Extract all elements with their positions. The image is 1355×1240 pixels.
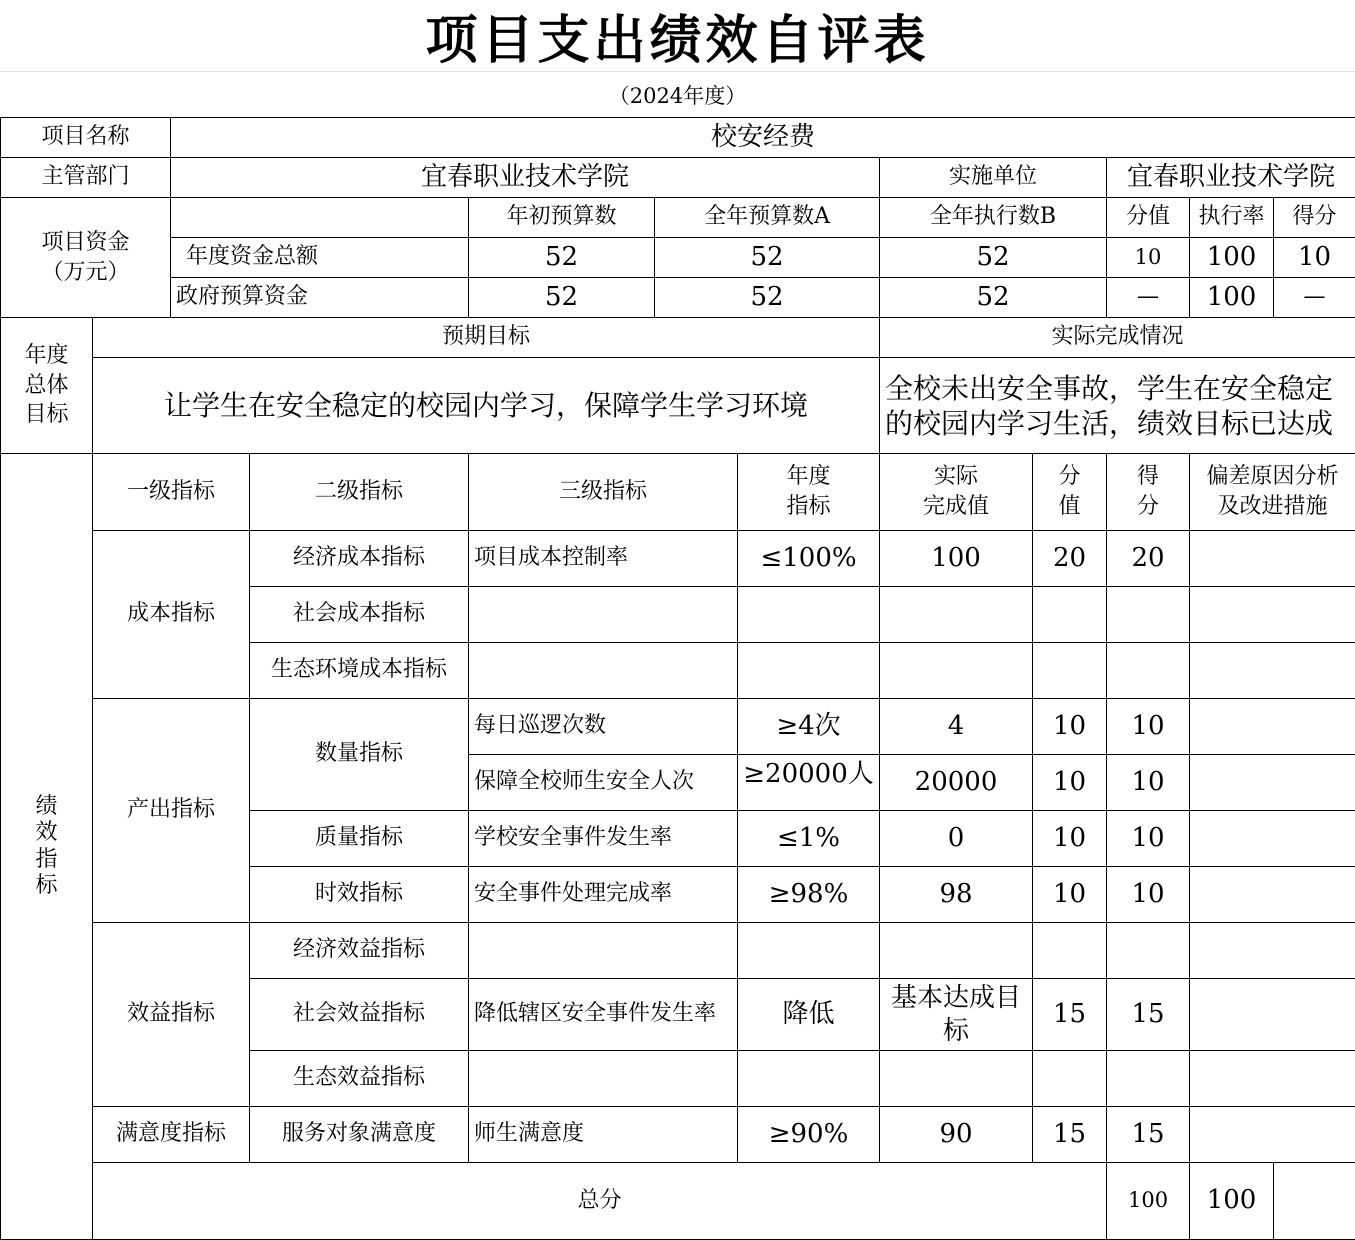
funds-total-row: [1, 238, 1355, 278]
level1-satisfaction: 满意度指标: [93, 1107, 250, 1163]
score-cell: 20: [1107, 531, 1190, 587]
total-row: [1, 1163, 1355, 1240]
value-cell: [1033, 587, 1107, 643]
funds-total-initial: 52: [469, 238, 655, 278]
deviation-cell: [1190, 643, 1355, 699]
goals-label-line3: 目标: [4, 400, 89, 430]
funds-gov-executed: 52: [880, 278, 1107, 318]
level2-cell: 生态环境成本指标: [250, 643, 469, 699]
funds-header-rate: 执行率: [1190, 198, 1274, 238]
page-title: 项目支出绩效自评表: [0, 0, 1355, 72]
annual-target-cell: ≥20000人: [738, 755, 880, 811]
level1-output: 产出指标: [93, 699, 250, 923]
value-cell: 15: [1033, 1107, 1107, 1163]
actual-value-cell: [880, 643, 1033, 699]
annual-target-cell: [738, 923, 880, 979]
table-row: [1, 699, 1355, 755]
actual-value-header: [880, 454, 1033, 531]
project-name-label: 项目名称: [1, 118, 171, 158]
annual-target-cell: ≤1%: [738, 811, 880, 867]
annual-target-cell: 降低: [738, 979, 880, 1051]
funds-header-blank: [171, 198, 469, 238]
table-row: [1, 531, 1355, 587]
section-char-1: 绩: [4, 794, 89, 820]
funds-gov-rate: 100: [1190, 278, 1274, 318]
section-char-2: 效: [4, 820, 89, 846]
goals-label-line1: 年度: [4, 341, 89, 371]
actual-value-cell: 4: [880, 699, 1033, 755]
value-cell: 15: [1033, 979, 1107, 1051]
annual-target-cell: [738, 1051, 880, 1107]
funds-header-annual: 全年预算数A: [655, 198, 880, 238]
funds-gov-score: —: [1274, 278, 1355, 318]
score-cell: 10: [1107, 699, 1190, 755]
actual-value-header-line1: 实际: [883, 462, 1029, 492]
actual-value-cell: 98: [880, 867, 1033, 923]
level1-cost: 成本指标: [93, 531, 250, 699]
level3-cell: 每日巡逻次数: [469, 699, 738, 755]
annual-target-cell: [738, 587, 880, 643]
value-cell: [1033, 1051, 1107, 1107]
score-cell: 10: [1107, 867, 1190, 923]
score-cell: [1107, 1051, 1190, 1107]
actual-result-text: 全校未出安全事故，学生在安全稳定的校园内学习生活，绩效目标已达成: [880, 358, 1355, 454]
funds-total-executed: 52: [880, 238, 1107, 278]
level2-cell: 经济成本指标: [250, 531, 469, 587]
deviation-cell: [1190, 979, 1355, 1051]
annual-target-cell: ≥98%: [738, 867, 880, 923]
funds-gov-initial: 52: [469, 278, 655, 318]
level1-benefit: 效益指标: [93, 923, 250, 1107]
value-cell: [1033, 643, 1107, 699]
department-label: 主管部门: [1, 158, 171, 198]
funds-gov-score-value: —: [1107, 278, 1190, 318]
level2-cell: 数量指标: [250, 699, 469, 811]
project-name-value: 校安经费: [171, 118, 1355, 158]
level2-cell: 经济效益指标: [250, 923, 469, 979]
actual-value-cell: [880, 587, 1033, 643]
funds-total-score: 10: [1274, 238, 1355, 278]
implementer-value: 宜春职业技术学院: [1107, 158, 1355, 198]
section-char-4: 标: [4, 873, 89, 899]
deviation-cell: [1190, 755, 1355, 811]
level3-cell: 师生满意度: [469, 1107, 738, 1163]
level1-header: 一级指标: [93, 454, 250, 531]
goals-label-line2: 总体: [4, 371, 89, 401]
funds-header-score: 得分: [1274, 198, 1355, 238]
actual-value-cell: 100: [880, 531, 1033, 587]
expected-goal-text: 让学生在安全稳定的校园内学习，保障学生学习环境: [93, 358, 880, 454]
deviation-header-line1: 偏差原因分析: [1193, 462, 1352, 492]
value-cell: 10: [1033, 867, 1107, 923]
funds-total-label: 年度资金总额: [171, 238, 469, 278]
annual-target-cell: ≥4次: [738, 699, 880, 755]
goals-header-row: [1, 318, 1355, 358]
level3-cell: [469, 1051, 738, 1107]
funds-header-initial: 年初预算数: [469, 198, 655, 238]
funds-label-line1: 项目资金: [4, 228, 167, 258]
score-header-line1: 得: [1110, 462, 1186, 492]
deviation-cell: [1190, 1051, 1355, 1107]
level3-header: 三级指标: [469, 454, 738, 531]
deviation-cell: [1190, 923, 1355, 979]
value-cell: [1033, 923, 1107, 979]
funds-gov-label: 政府预算资金: [171, 278, 469, 318]
indicators-section-label: [1, 454, 93, 1240]
annual-target-header-line1: 年度: [741, 462, 876, 492]
level3-cell: [469, 923, 738, 979]
score-cell: [1107, 643, 1190, 699]
score-header: [1107, 454, 1190, 531]
actual-value-cell: 90: [880, 1107, 1033, 1163]
actual-value-cell: 0: [880, 811, 1033, 867]
total-value: 100: [1107, 1163, 1190, 1240]
level3-cell: [469, 643, 738, 699]
table-row: [1, 923, 1355, 979]
funds-header-row: [1, 198, 1355, 238]
implementer-label: 实施单位: [880, 158, 1107, 198]
level2-cell: 社会成本指标: [250, 587, 469, 643]
funds-total-annual: 52: [655, 238, 880, 278]
goals-label: [1, 318, 93, 454]
level3-cell: [469, 587, 738, 643]
level2-cell: 生态效益指标: [250, 1051, 469, 1107]
total-score: 100: [1190, 1163, 1274, 1240]
score-cell: 15: [1107, 979, 1190, 1051]
funds-header-executed: 全年执行数B: [880, 198, 1107, 238]
indicators-header-row: [1, 454, 1355, 531]
actual-value-cell: 20000: [880, 755, 1033, 811]
level2-cell: 服务对象满意度: [250, 1107, 469, 1163]
value-cell: 10: [1033, 811, 1107, 867]
department-value: 宜春职业技术学院: [171, 158, 880, 198]
score-header-line2: 分: [1110, 492, 1186, 522]
actual-value-cell: 基本达成目标: [880, 979, 1033, 1051]
section-char-3: 指: [4, 847, 89, 873]
deviation-cell: [1190, 531, 1355, 587]
level3-cell: 学校安全事件发生率: [469, 811, 738, 867]
score-cell: 15: [1107, 1107, 1190, 1163]
score-cell: [1107, 587, 1190, 643]
actual-value-cell: [880, 1051, 1033, 1107]
level3-cell: 保障全校师生安全人次: [469, 755, 738, 811]
level2-cell: 时效指标: [250, 867, 469, 923]
level3-cell: 降低辖区安全事件发生率: [469, 979, 738, 1051]
department-row: [1, 158, 1355, 198]
level2-cell: 社会效益指标: [250, 979, 469, 1051]
value-cell: 10: [1033, 699, 1107, 755]
actual-result-header: 实际完成情况: [880, 318, 1355, 358]
level2-cell: 质量指标: [250, 811, 469, 867]
actual-value-header-line2: 完成值: [883, 492, 1029, 522]
deviation-cell: [1190, 587, 1355, 643]
total-deviation: [1274, 1163, 1355, 1240]
self-evaluation-table: [0, 117, 1355, 1240]
value-header-line1: 分: [1036, 462, 1103, 492]
goals-content-row: [1, 358, 1355, 454]
value-header: [1033, 454, 1107, 531]
annual-target-cell: ≥90%: [738, 1107, 880, 1163]
annual-target-cell: [738, 643, 880, 699]
value-header-line2: 值: [1036, 492, 1103, 522]
annual-target-cell: ≤100%: [738, 531, 880, 587]
deviation-cell: [1190, 1107, 1355, 1163]
score-cell: [1107, 923, 1190, 979]
funds-header-score-value: 分值: [1107, 198, 1190, 238]
level3-cell: 安全事件处理完成率: [469, 867, 738, 923]
funds-label-line2: （万元）: [4, 258, 167, 288]
score-cell: 10: [1107, 811, 1190, 867]
expected-goal-header: 预期目标: [93, 318, 880, 358]
deviation-header-line2: 及改进措施: [1193, 492, 1352, 522]
actual-value-cell: [880, 923, 1033, 979]
project-name-row: [1, 118, 1355, 158]
funds-gov-annual: 52: [655, 278, 880, 318]
deviation-header: [1190, 454, 1355, 531]
funds-total-rate: 100: [1190, 238, 1274, 278]
total-label: 总分: [93, 1163, 1107, 1240]
value-cell: 10: [1033, 755, 1107, 811]
funds-label: [1, 198, 171, 318]
deviation-cell: [1190, 811, 1355, 867]
page-subtitle: （2024年度）: [0, 72, 1355, 117]
score-cell: 10: [1107, 755, 1190, 811]
level2-header: 二级指标: [250, 454, 469, 531]
funds-gov-row: [1, 278, 1355, 318]
level3-cell: 项目成本控制率: [469, 531, 738, 587]
table-row: [1, 1107, 1355, 1163]
deviation-cell: [1190, 699, 1355, 755]
deviation-cell: [1190, 867, 1355, 923]
annual-target-header: [738, 454, 880, 531]
annual-target-header-line2: 指标: [741, 492, 876, 522]
funds-total-score-value: 10: [1107, 238, 1190, 278]
value-cell: 20: [1033, 531, 1107, 587]
